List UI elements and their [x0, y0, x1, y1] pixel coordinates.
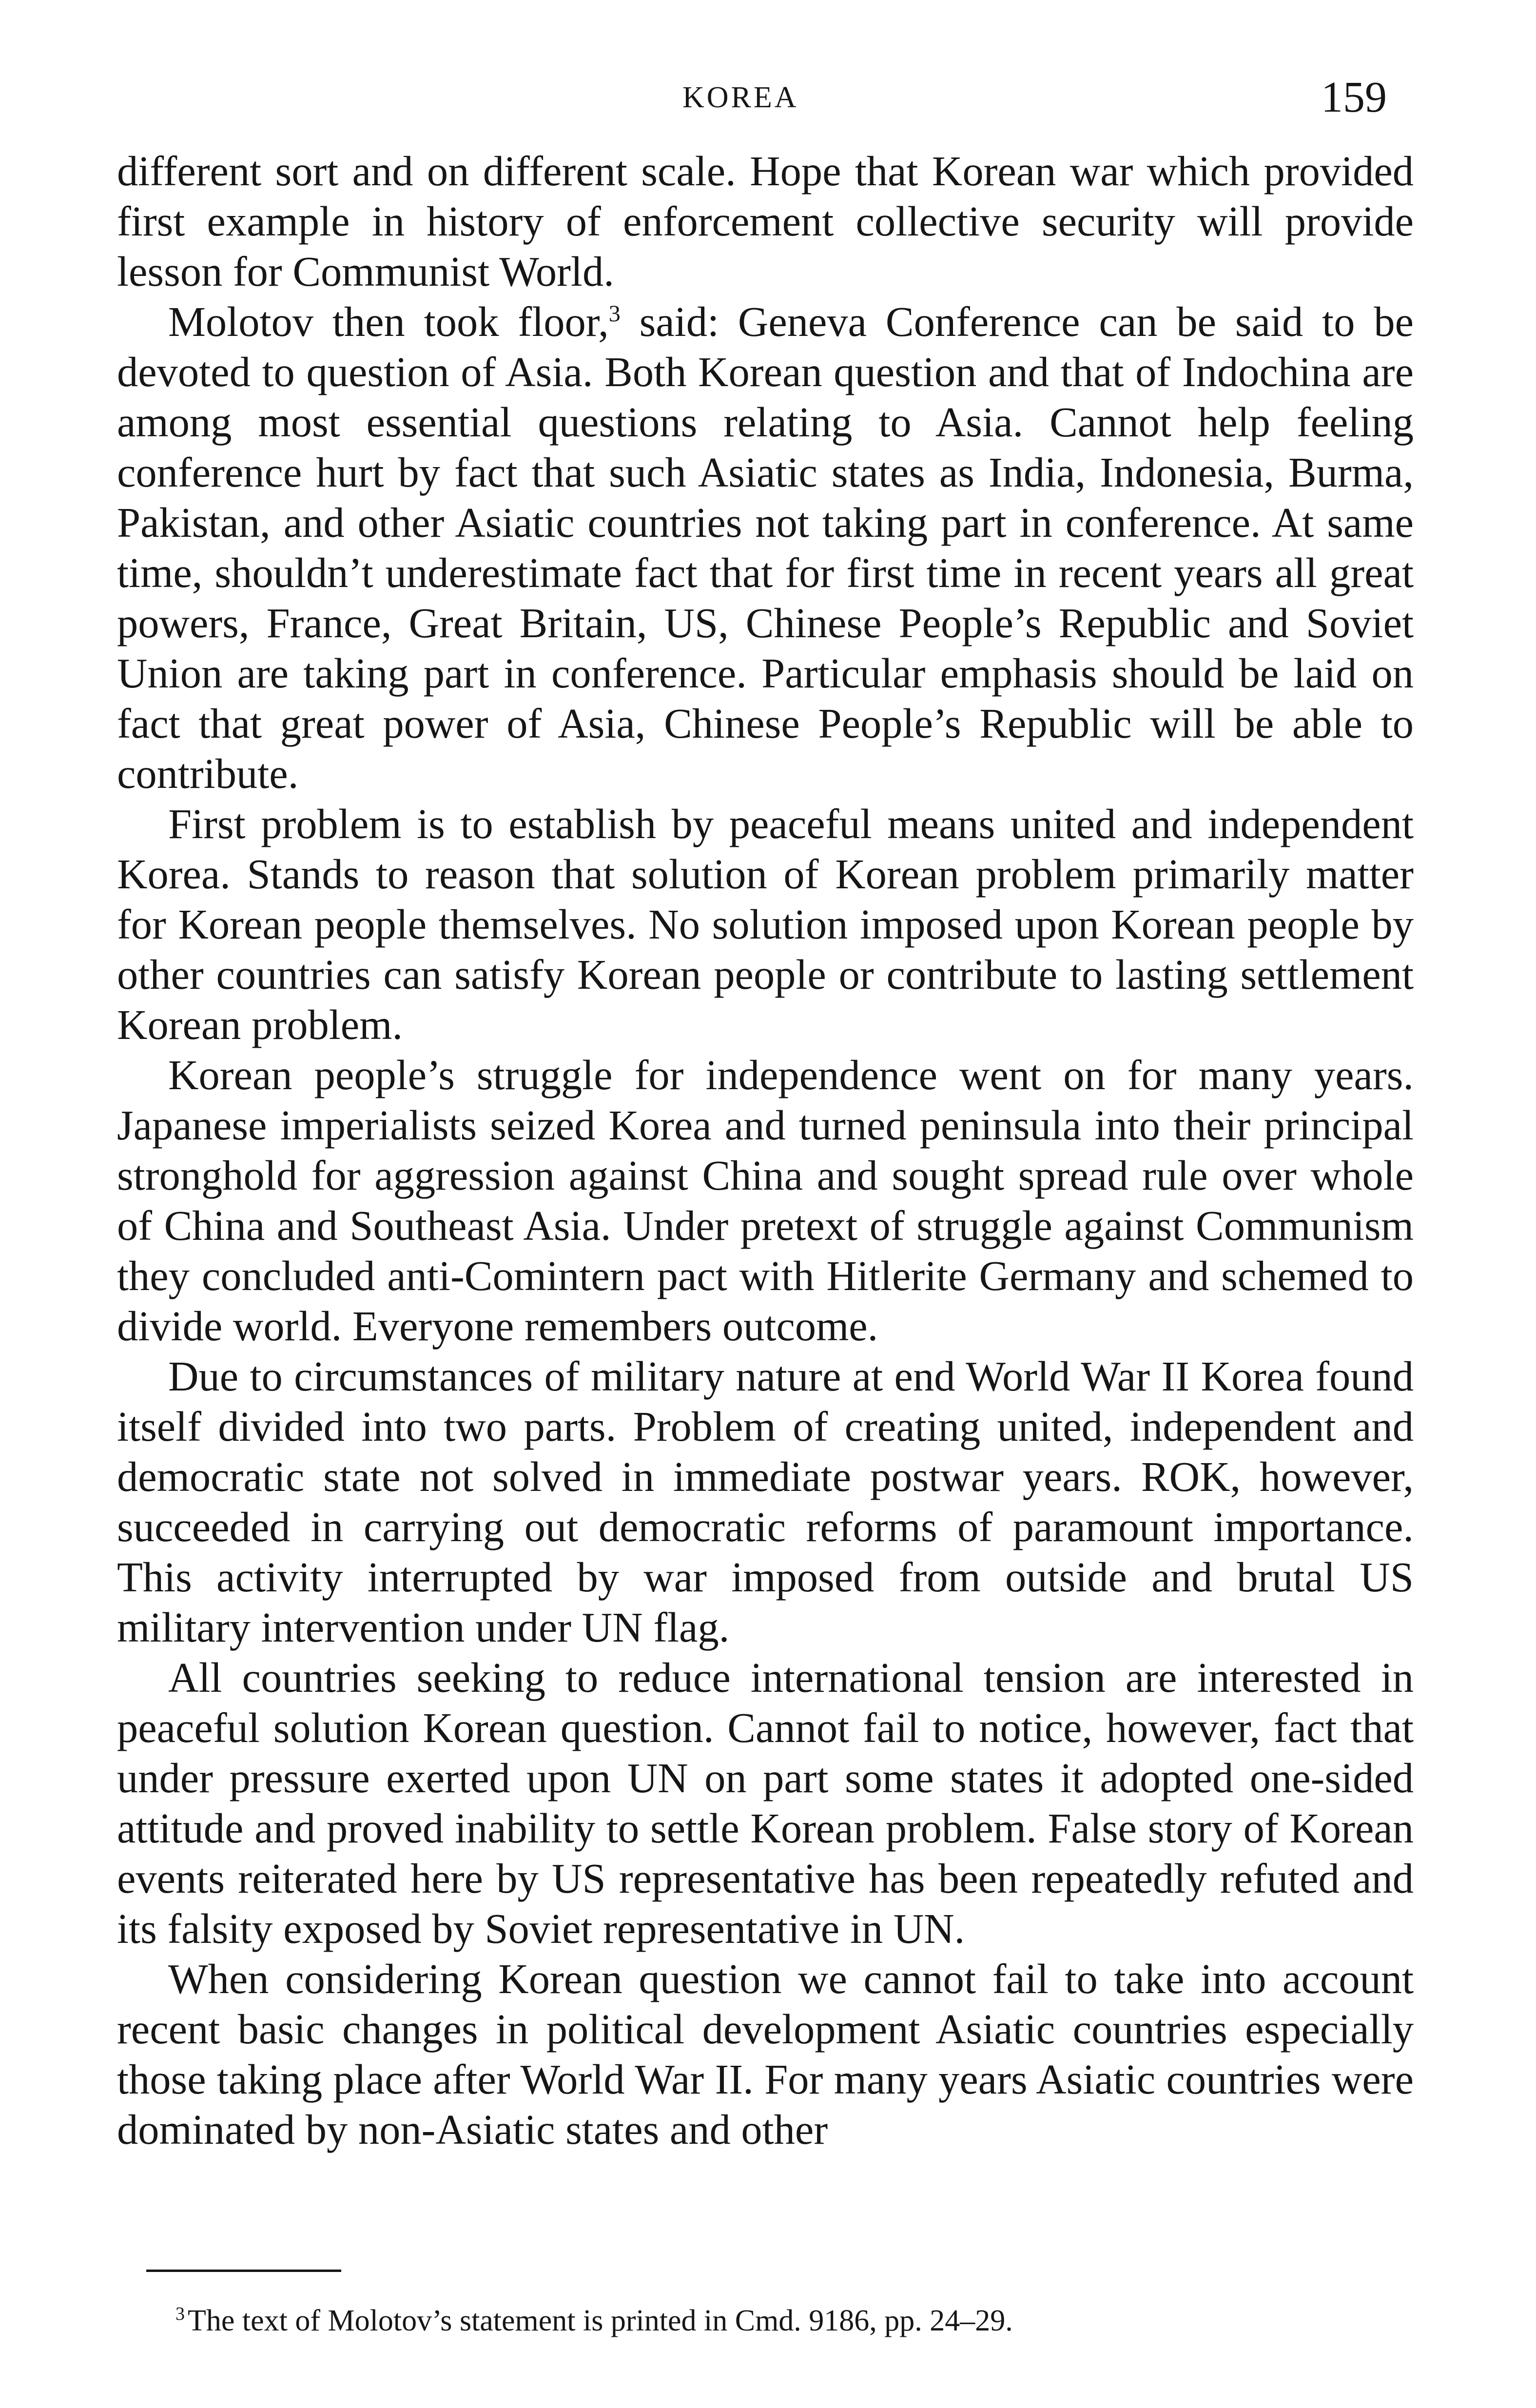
- footnote-reference[interactable]: 3: [608, 301, 621, 327]
- footnote-text: The text of Molotov’s statement is printed in Cmd. 9186, pp. 24–29.: [188, 2304, 1013, 2337]
- footnote-marker: 3: [175, 2304, 185, 2325]
- paragraph-text: Molotov then took floor,: [168, 298, 609, 345]
- footnote: [175, 2301, 1345, 2340]
- paragraph: Due to circumstances of military nature at end World War II Korea found itself divided into two parts. Problem of creating united, independent and democratic state not solved in immediate postwar years. ROK, however, succeeded in carrying out democratic reforms of paramount importance. This activity interrupted by war imposed from outside and brutal US military intervention under UN flag.: [117, 1353, 1414, 1651]
- paragraph-text: said: Geneva Conference can be said to be devoted to question of Asia. Both Korean question and that of Indochina are among most essential questions relating to Asia. Cannot help feeling conference hurt by fact that such Asiatic states as India, Indonesia, Burma, Pakistan, and other Asiatic countries not taking part in conference. At same time, shouldn’t underestimate fact that for first time in recent years all great powers, France, Great Britain, US, Chinese People’s Republic and Soviet Union are taking part in conference. Particular emphasis should be laid on fact that great power of Asia, Chinese People’s Republic will be able to contribute.: [117, 298, 1414, 797]
- paragraph-molotov: [117, 297, 1414, 799]
- paragraph: Korean people’s struggle for independence went on for many years. Japanese imperialists seized Korea and turned peninsula into their principal stronghold for aggression against China and sought spread rule over whole of China and Southeast Asia. Under pretext of struggle against Communism they concluded anti-Comintern pact with Hitlerite Germany and schemed to divide world. Everyone remembers outcome.: [117, 1052, 1414, 1350]
- footnote-separator: [146, 2270, 341, 2272]
- paragraph: When considering Korean question we cannot fail to take into account recent basic changes in political development Asiatic countries especially those taking place after World War II. For many years Asiatic countries were dominated by non-Asiatic states and other: [117, 1956, 1414, 2153]
- paragraph: First problem is to establish by peaceful means united and independent Korea. Stands to reason that solution of Korean problem primarily matter for Korean people themselves. No solution imposed upon Korean people by other countries can satisfy Korean people or contribute to lasting settlement Korean problem.: [117, 801, 1414, 1048]
- running-title: KOREA: [682, 81, 799, 114]
- page-number: 159: [1321, 73, 1387, 121]
- paragraph-continuation: different sort and on different scale. Hope that Korean war which provided first example in history of enforcement collective security will provide lesson for Communist World.: [117, 148, 1414, 295]
- running-head: [0, 73, 1536, 122]
- paragraph: All countries seeking to reduce international tension are interested in peaceful solution Korean question. Cannot fail to notice, however, fact that under pressure exerted upon UN on part some states it adopted one-sided attitude and proved inability to settle Korean problem. False story of Korean events reiterated here by US representative has been repeatedly refuted and its falsity exposed by Soviet representative in UN.: [117, 1654, 1414, 1952]
- body-text: [117, 146, 1414, 2155]
